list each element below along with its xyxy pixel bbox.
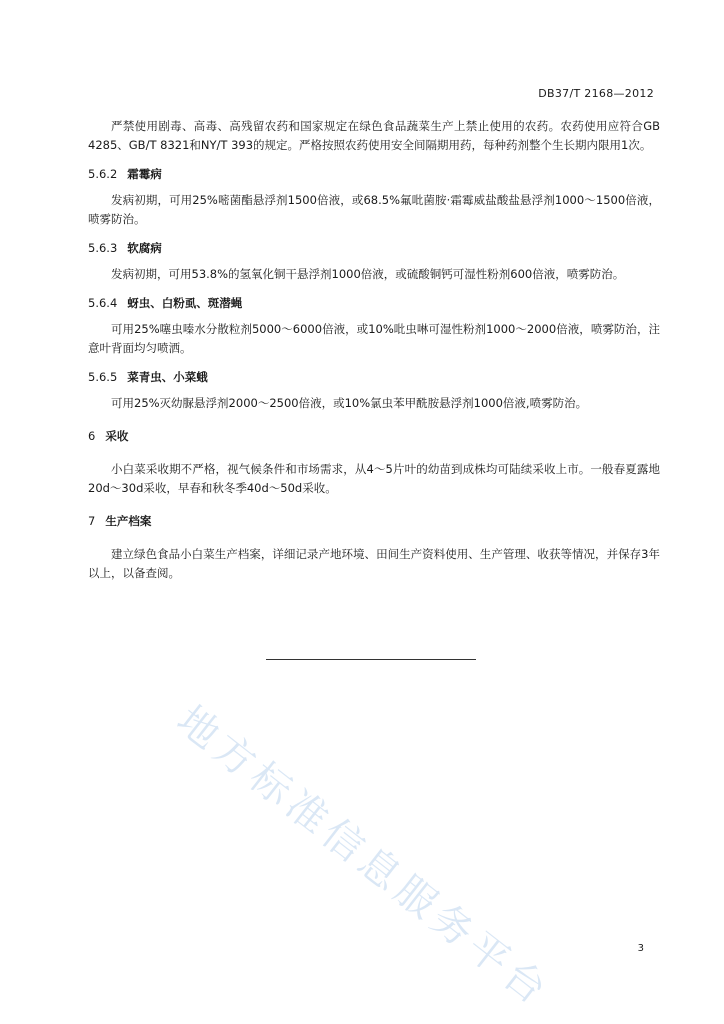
section-text-cabbage-worm: 可用25%灭幼脲悬浮剂2000～2500倍液，或10%氯虫苯甲酰胺悬浮剂1000倍液,喷雾防治。: [111, 396, 588, 410]
section-number: 5.6.3: [88, 241, 118, 255]
section-number: 5.6.4: [88, 296, 118, 310]
section-text-aphids: 可用25%噻虫嗪水分散粒剂5000～6000倍液，或10%吡虫啉可湿性粉剂1000～2000倍液，喷雾防治，注意叶背面均匀喷洒。: [88, 322, 660, 355]
section-title: 软腐病: [127, 241, 162, 255]
chapter-title: 生产档案: [105, 514, 152, 528]
chapter-number: 7: [88, 514, 96, 528]
section-title: 霜霉病: [127, 167, 162, 181]
pesticide-usage-paragraph: 严禁使用剧毒、高毒、高残留农药和国家规定在绿色食品蔬菜生产上禁止使用的农药。农药使用应符合GB 4285、GB/T 8321和NY/T 393的规定。严格按照农药使用安全间隔期用药，每种药剂整个生长期内限用1次。: [88, 119, 660, 152]
section-number: 5.6.2: [88, 167, 118, 181]
chapter-number: 6: [88, 429, 96, 443]
section-heading-soft-rot: [88, 239, 660, 258]
header-rule: [88, 105, 658, 106]
section-title: 菜青虫、小菜蛾: [127, 370, 208, 384]
section-text-soft-rot: 发病初期，可用53.8%的氢氧化铜干悬浮剂1000倍液，或硫酸铜钙可湿性粉剂600倍液，喷雾防治。: [111, 267, 625, 281]
standard-code: DB37/T 2168—2012: [538, 87, 654, 100]
section-number: 5.6.5: [88, 370, 118, 384]
section-heading-aphids: [88, 294, 660, 313]
page-number: 3: [637, 943, 644, 954]
end-of-document-rule: [266, 659, 476, 660]
chapter-text-production-records: 建立绿色食品小白菜生产档案，详细记录产地环境、田间生产资料使用、生产管理、收获等情况，并保存3年以上，以备查阅。: [88, 547, 660, 580]
document-body: [88, 117, 660, 587]
chapter-title: 采收: [105, 429, 129, 443]
watermark: 地方标准信息服务平台: [168, 697, 559, 1017]
section-heading-cabbage-worm: [88, 368, 660, 387]
chapter-heading-production-records: [88, 512, 660, 531]
section-title: 蚜虫、白粉虱、斑潜蝇: [127, 296, 243, 310]
section-heading-downy-mildew: [88, 165, 660, 184]
chapter-text-harvest: 小白菜采收期不严格，视气候条件和市场需求，从4～5片叶的幼苗到成株均可陆续采收上市。一般春夏露地20d～30d采收，早春和秋冬季40d～50d采收。: [88, 462, 660, 495]
chapter-heading-harvest: [88, 427, 660, 446]
section-text-downy-mildew: 发病初期，可用25%嘧菌酯悬浮剂1500倍液，或68.5%氟吡菌胺·霜霉威盐酸盐悬浮剂1000～1500倍液，喷雾防治。: [88, 193, 660, 226]
